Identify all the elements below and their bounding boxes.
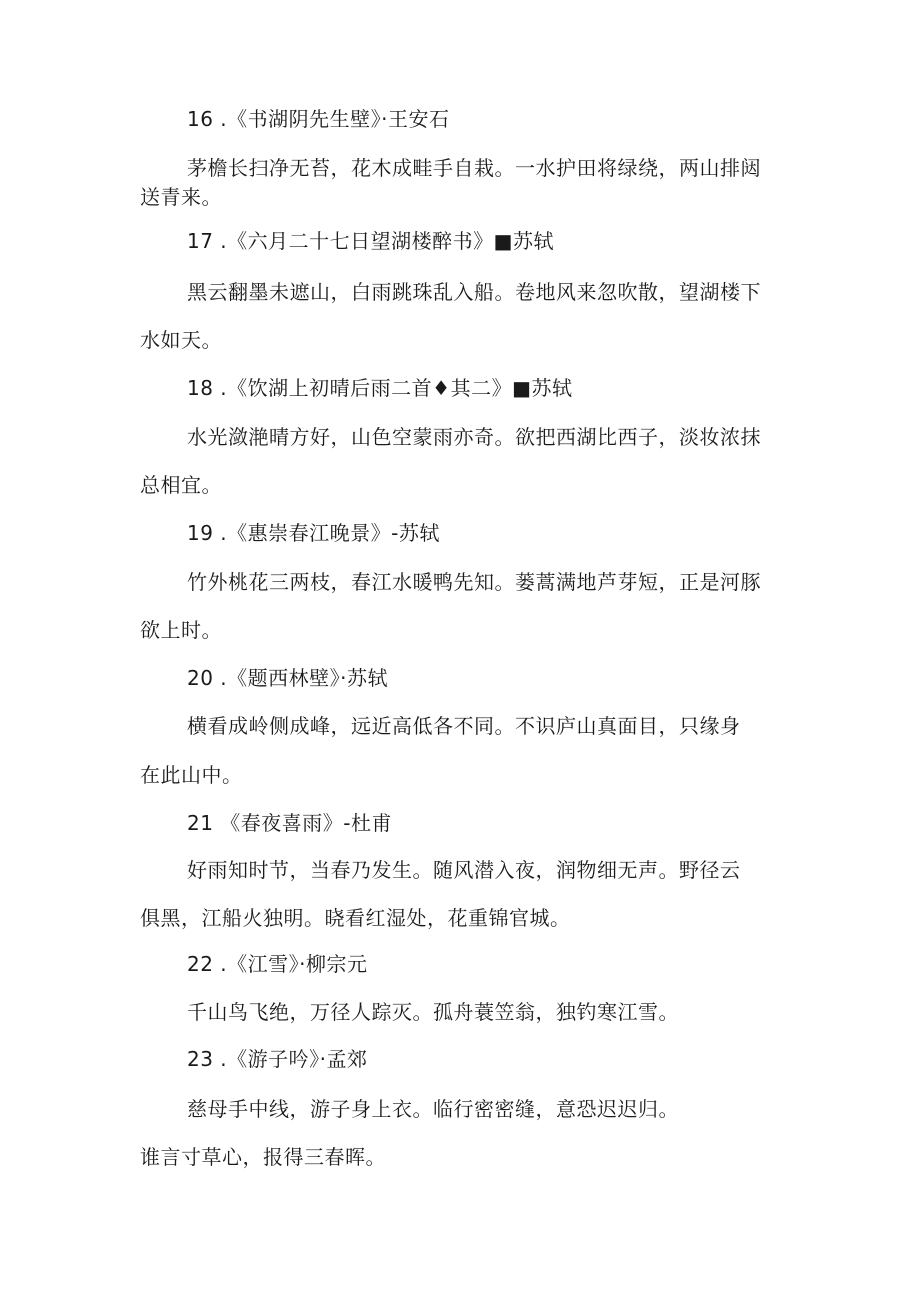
poem-line: 横看成岭侧成峰，远近高低各不同。不识庐山真面目，只缘身 [187, 714, 741, 738]
poem-heading: 17 .《六月二十七日望湖楼醉书》■苏轼 [187, 229, 555, 253]
poem-line: 水光潋滟晴方好，山色空蒙雨亦奇。欲把西湖比西子，淡妆浓抹 [187, 425, 761, 449]
poem-line: 俱黑，江船火独明。晓看红湿处，花重锦官城。 [140, 906, 571, 930]
poem-heading: 20 .《题西林壁》·苏轼 [187, 666, 389, 690]
poem-heading: 23 .《游子吟》·孟郊 [187, 1047, 368, 1071]
poem-line: 千山鸟飞绝，万径人踪灭。孤舟蓑笠翁，独钓寒江雪。 [187, 1000, 679, 1024]
poem-line: 送青来。 [140, 185, 222, 209]
poem-heading: 18 .《饮湖上初晴后雨二首♦其二》■苏轼 [187, 376, 573, 400]
poem-line: 在此山中。 [140, 763, 243, 787]
poem-heading: 21 《春夜喜雨》-杜甫 [187, 811, 393, 835]
poem-line: 总相宜。 [140, 473, 222, 497]
poem-heading: 22 .《江雪》·柳宗元 [187, 952, 368, 976]
poem-line: 黑云翻墨未遮山，白雨跳珠乱入船。卷地风来忽吹散，望湖楼下 [187, 280, 761, 304]
poem-line: 慈母手中线，游子身上衣。临行密密缝，意恐迟迟归。 [187, 1097, 679, 1121]
poem-heading: 19 .《惠崇春江晚景》-苏轼 [187, 521, 440, 545]
poem-line: 好雨知时节，当春乃发生。随风潜入夜，润物细无声。野径云 [187, 858, 741, 882]
poem-line: 欲上时。 [140, 618, 222, 642]
poem-line: 茅檐长扫净无苔，花木成畦手自栽。一水护田将绿绕，两山排闼 [187, 156, 761, 180]
poem-line: 竹外桃花三两枝，春江水暖鸭先知。蒌蒿满地芦芽短，正是河豚 [187, 570, 761, 594]
poem-line: 谁言寸草心，报得三春晖。 [140, 1145, 386, 1169]
poem-heading: 16 .《书湖阴先生壁》·王安石 [187, 107, 450, 131]
poem-line: 水如天。 [140, 328, 222, 352]
